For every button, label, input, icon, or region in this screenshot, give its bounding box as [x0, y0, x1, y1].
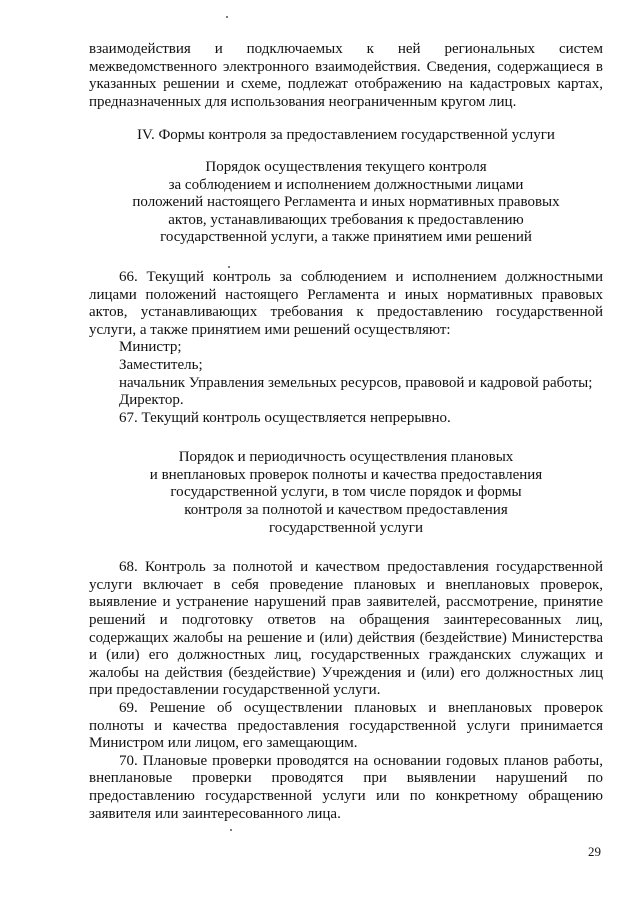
heading-line: за соблюдением и исполнением должностными лицами	[168, 176, 524, 193]
list-item: Директор.	[119, 392, 184, 409]
page-body	[89, 41, 603, 823]
paragraph-68: 68. Контроль за полнотой и качеством предоставления государственной услуги включает в себя проведение плановых и внеплановых проверок, выявление и устранение нарушений прав заявителей, рассмотрение, принятие решений и подготовку ответов на обращения заинтересованных лиц, содержащих жалобы на решение и (или) действия (бездействие) Министерства и (или) его должностных лиц, государственных гражданских служащих и жалобы на действия (бездействие) Учреждения и (или) его должностных лиц при предоставлении государственной услуги.	[89, 559, 603, 699]
subsection-heading-inspections	[89, 449, 603, 537]
scan-speck	[230, 829, 232, 831]
paragraph-67: 67. Текущий контроль осуществляется непрерывно.	[119, 409, 451, 426]
paragraph-66: 66. Текущий контроль за соблюдением и исполнением должностными лицами положений настоящего Регламента и иных нормативных правовых актов, устанавливающих требования к предоставлению государственной услуги, а также принятием ими решений осуществляют:	[89, 268, 603, 338]
heading-line: и внеплановых проверок полноты и качества предоставления	[149, 466, 543, 483]
page-number: 29	[588, 844, 601, 859]
list-item: начальник Управления земельных ресурсов, правовой и кадровой работы;	[119, 374, 593, 391]
heading-line: государственной услуги, в том числе порядок и формы	[170, 484, 522, 501]
heading-line: государственной услуги, а также принятием ими решений	[160, 229, 532, 246]
section-heading: IV. Формы контроля за предоставлением государственной услуги	[137, 127, 555, 144]
controller-list	[89, 339, 603, 409]
heading-line: Порядок осуществления текущего контроля	[205, 158, 487, 175]
scan-speck	[228, 266, 230, 268]
continued-paragraph: взаимодействия и подключаемых к ней региональных систем межведомственного электронного взаимодействия. Сведения, содержащиеся в указанных решении и схеме, подлежат отображению на кадастровых картах, предназначенных для использования неограниченным кругом лиц.	[89, 41, 603, 110]
subsection-heading-current-control	[89, 159, 603, 247]
list-item: Заместитель;	[119, 356, 203, 373]
paragraph-70: 70. Плановые проверки проводятся на основании годовых планов работы, внеплановые проверки проводятся при выявлении нарушений по предоставлению государственной услуги или по конкретному обращению заявителя или заинтересованного лица.	[89, 752, 603, 822]
heading-line: контроля за полнотой и качеством предоставления	[184, 502, 508, 519]
heading-line: положений настоящего Регламента и иных нормативных правовых	[132, 194, 560, 211]
list-item: Министр;	[119, 339, 182, 356]
scan-speck	[226, 16, 228, 18]
heading-line: государственной услуги	[269, 519, 423, 536]
heading-line: Порядок и периодичность осуществления плановых	[178, 449, 514, 466]
heading-line: актов, устанавливающих требования к предоставлению	[168, 211, 524, 228]
paragraph-69: 69. Решение об осуществлении плановых и внеплановых проверок полноты и качества предоставления государственной услуги принимается Министром или лицом, его замещающим.	[89, 700, 603, 752]
